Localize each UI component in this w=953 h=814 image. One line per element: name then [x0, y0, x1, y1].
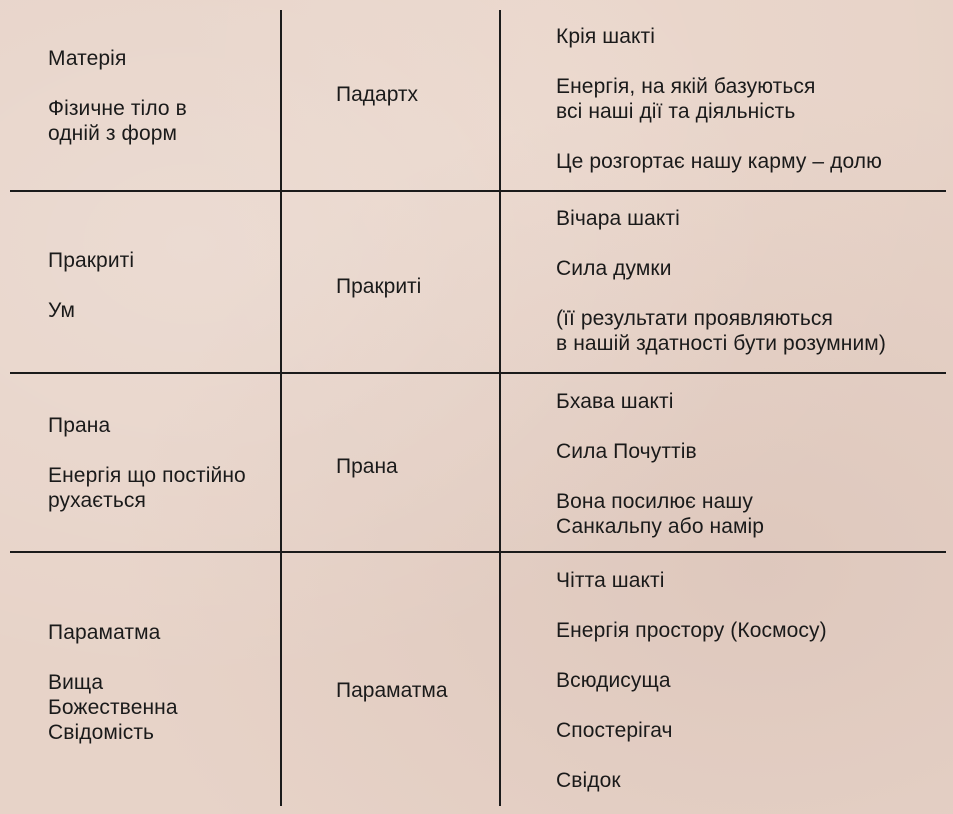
- row-divider-3: [10, 551, 946, 553]
- row-3-middle-cell: Прана: [336, 455, 398, 478]
- row-2-right-para2-line-1: (її результати проявляються: [556, 307, 833, 330]
- row-1-right-title: Крія шакті: [556, 25, 656, 48]
- row-2-right-para2-line-2: в нашій здатності бути розумним): [556, 332, 886, 355]
- row-4-middle-cell: Параматма: [336, 679, 448, 702]
- row-4-right-cell: [556, 568, 827, 793]
- row-4-right-para1-line-1: Енергія простору (Космосу): [556, 619, 827, 642]
- row-4-left-desc-line-1: Вища: [48, 671, 104, 694]
- column-divider-1: [280, 10, 282, 806]
- row-2-left-title: Пракриті: [48, 249, 135, 272]
- row-3-left-title: Прана: [48, 414, 111, 437]
- row-4-left-cell: [48, 620, 178, 745]
- row-divider-1: [10, 190, 946, 192]
- row-4-left-title: Параматма: [48, 621, 161, 644]
- row-1-right-para2-line-1: Це розгортає нашу карму – долю: [556, 150, 882, 173]
- row-3-right-para2-line-2: Санкальпу або намір: [556, 515, 765, 538]
- row-2-right-cell: [556, 206, 886, 356]
- row-1-left-cell: [48, 46, 187, 146]
- row-3-left-desc-line-1: Енергія що постійно: [48, 464, 246, 487]
- row-4-right-title: Чітта шакті: [556, 569, 665, 592]
- row-4-right-para3-line-1: Спостерігач: [556, 719, 673, 742]
- row-2-left-cell: [48, 248, 134, 323]
- row-3-right-cell: [556, 389, 764, 539]
- row-1-right-para1-line-1: Енергія, на якій базуються: [556, 75, 816, 98]
- row-divider-2: [10, 372, 946, 374]
- row-3-right-para2-line-1: Вона посилює нашу: [556, 490, 753, 513]
- column-divider-2: [499, 10, 501, 806]
- row-1-left-desc-line-2: одній з форм: [48, 122, 178, 145]
- row-3-right-title: Бхава шакті: [556, 390, 674, 413]
- row-4-left-desc-line-2: Божественна: [48, 696, 178, 719]
- row-4-right-para4-line-1: Свідок: [556, 769, 621, 792]
- row-2-right-para1-line-1: Сила думки: [556, 257, 672, 280]
- row-3-right-para1-line-1: Сила Почуттів: [556, 440, 697, 463]
- row-1-right-cell: [556, 24, 882, 174]
- row-4-right-para2-line-1: Всюдисуща: [556, 669, 671, 692]
- row-1-right-para1-line-2: всі наші дії та діяльність: [556, 100, 796, 123]
- row-1-left-title: Матерія: [48, 47, 127, 70]
- row-2-left-desc-line-1: Ум: [48, 299, 76, 322]
- row-4-left-desc-line-3: Свідомість: [48, 721, 155, 744]
- row-3-left-desc-line-2: рухається: [48, 489, 146, 512]
- row-2-middle-cell: Пракриті: [336, 275, 422, 298]
- row-3-left-cell: [48, 413, 246, 513]
- row-2-right-title: Вічара шакті: [556, 207, 680, 230]
- row-1-middle-cell: Падартх: [336, 83, 419, 106]
- row-1-left-desc-line-1: Фізичне тіло в: [48, 97, 187, 120]
